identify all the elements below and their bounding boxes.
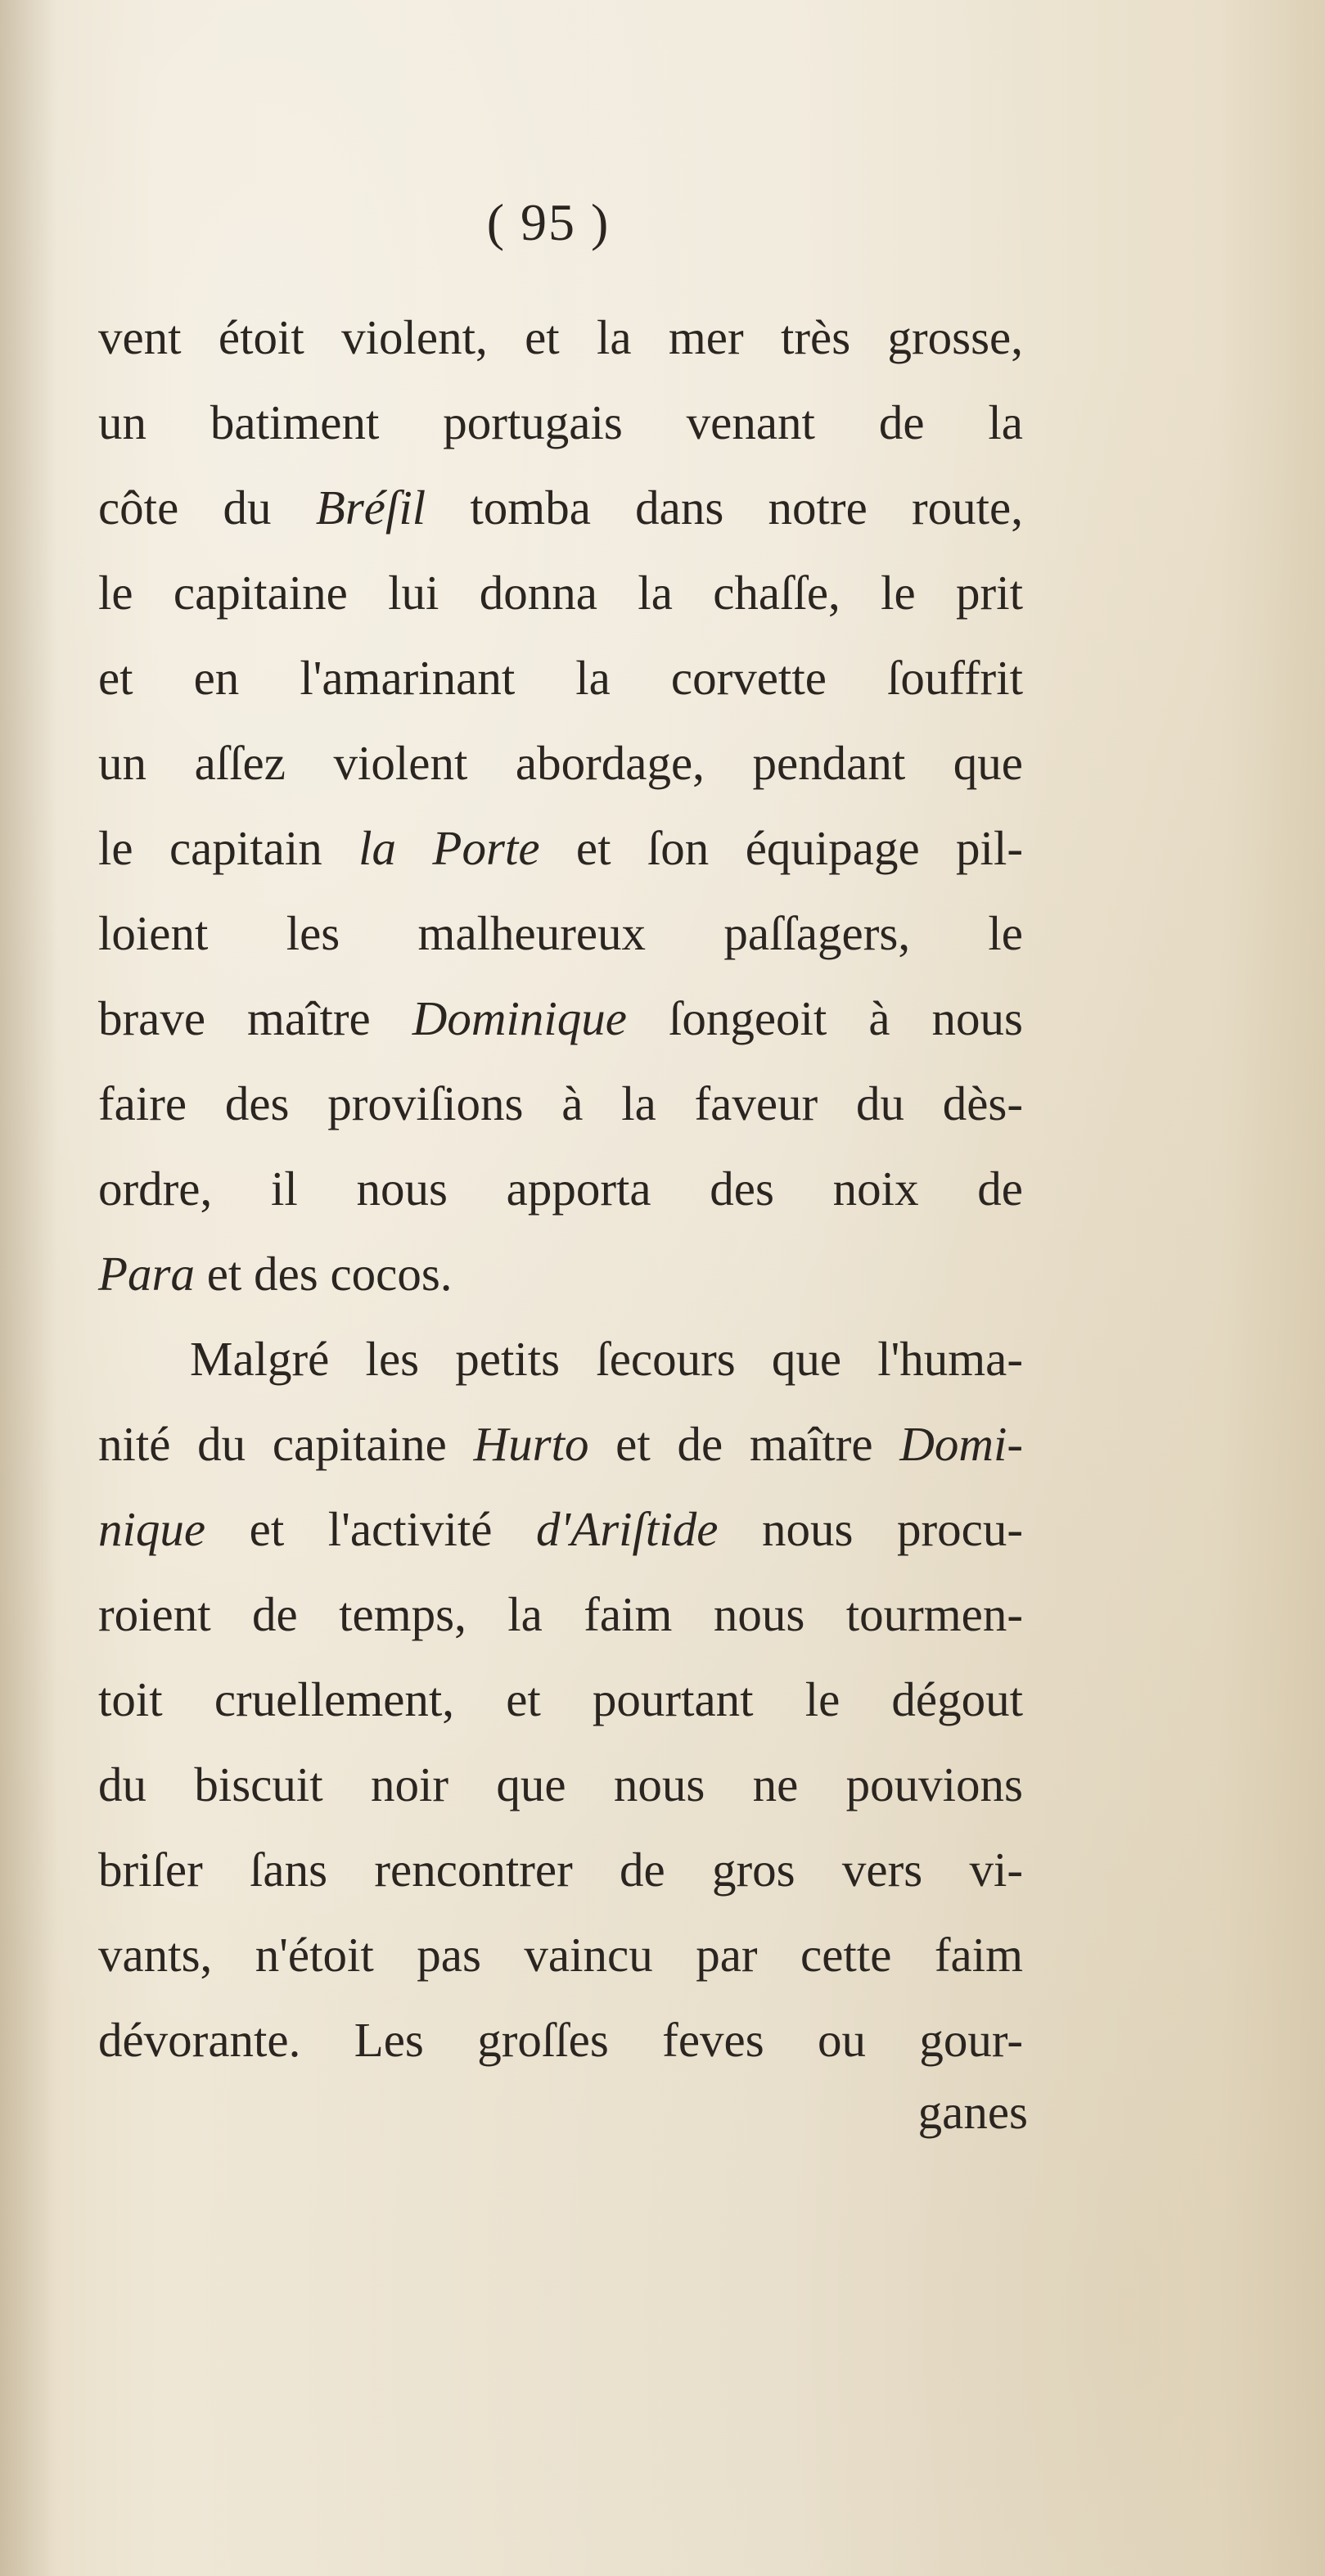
text-run: Malgré les petits ſecours que l'huma- [190, 1332, 1023, 1386]
text-run: toit cruellement, et pourtant le dégout [98, 1672, 1023, 1726]
text-line [98, 1316, 1023, 1401]
text-run: ſongeoit à nous [626, 991, 1023, 1045]
text-line [98, 1487, 1023, 1572]
text-line [98, 1742, 1023, 1827]
text-run: côte du [98, 480, 316, 535]
page-number: ( 95 ) [486, 193, 611, 251]
text-run: le capitain [98, 821, 359, 875]
text-run: ordre, il nous apporta des noix de [98, 1162, 1023, 1216]
text-line [98, 635, 1023, 720]
body-text [98, 295, 1023, 2082]
text-line [98, 1061, 1023, 1146]
text-run: nous procu- [718, 1502, 1023, 1556]
text-run: et en l'amarinant la corvette ſouffrit [98, 651, 1023, 705]
italic-name: Bréſil [315, 480, 426, 535]
text-run: et ſon équipage pil- [539, 821, 1023, 875]
text-run: loient les malheureux paſſagers, le [98, 906, 1023, 960]
text-run: dévorante. Les groſſes feves ou gour- [98, 2013, 1023, 2067]
text-run: tomba dans notre route, [426, 480, 1023, 535]
text-line [98, 1572, 1023, 1657]
text-line [98, 1401, 1023, 1487]
text-line [98, 976, 1023, 1061]
text-line [98, 805, 1023, 891]
italic-name: Hurto [473, 1417, 589, 1471]
italic-name: d'Ariſtide [536, 1502, 719, 1556]
text-run: vants, n'étoit pas vaincu par cette faim [98, 1928, 1023, 1982]
text-run: nité du capitaine [98, 1417, 474, 1471]
italic-name: nique [98, 1502, 206, 1556]
text-line [98, 720, 1023, 805]
italic-name: la Porte [358, 821, 540, 875]
text-run: et des cocos. [195, 1247, 453, 1301]
text-line [98, 380, 1023, 465]
text-run: et l'activité [205, 1502, 537, 1556]
text-run: un aſſez violent abordage, pendant que [98, 736, 1023, 790]
text-run: le capitaine lui donna la chaſſe, le prit [98, 566, 1023, 620]
text-line [98, 550, 1023, 635]
text-run: roient de temps, la faim nous tourmen- [98, 1587, 1023, 1641]
binding-gutter-shadow [0, 0, 57, 2576]
italic-name: Domi- [899, 1417, 1023, 1471]
text-line [98, 891, 1023, 976]
text-run: faire des proviſions à la faveur du dès- [98, 1076, 1023, 1130]
text-line [98, 295, 1023, 380]
text-run: un batiment portugais venant de la [98, 395, 1023, 449]
text-run: vent étoit violent, et la mer très grosse, [98, 310, 1023, 364]
text-run: briſer ſans rencontrer de gros vers vi- [98, 1843, 1023, 1897]
text-run: brave maître [98, 991, 412, 1045]
italic-name: Dominique [412, 991, 627, 1045]
text-line [98, 465, 1023, 550]
text-line [98, 1912, 1023, 1997]
text-line [98, 1146, 1023, 1231]
text-line [98, 1657, 1023, 1742]
text-run: du biscuit noir que nous ne pouvions [98, 1757, 1023, 1811]
catchword: ganes [917, 2085, 1028, 2139]
italic-name: Para [98, 1247, 195, 1301]
text-run: et de maître [588, 1417, 900, 1471]
text-line [98, 1231, 1023, 1316]
text-line [98, 1827, 1023, 1912]
